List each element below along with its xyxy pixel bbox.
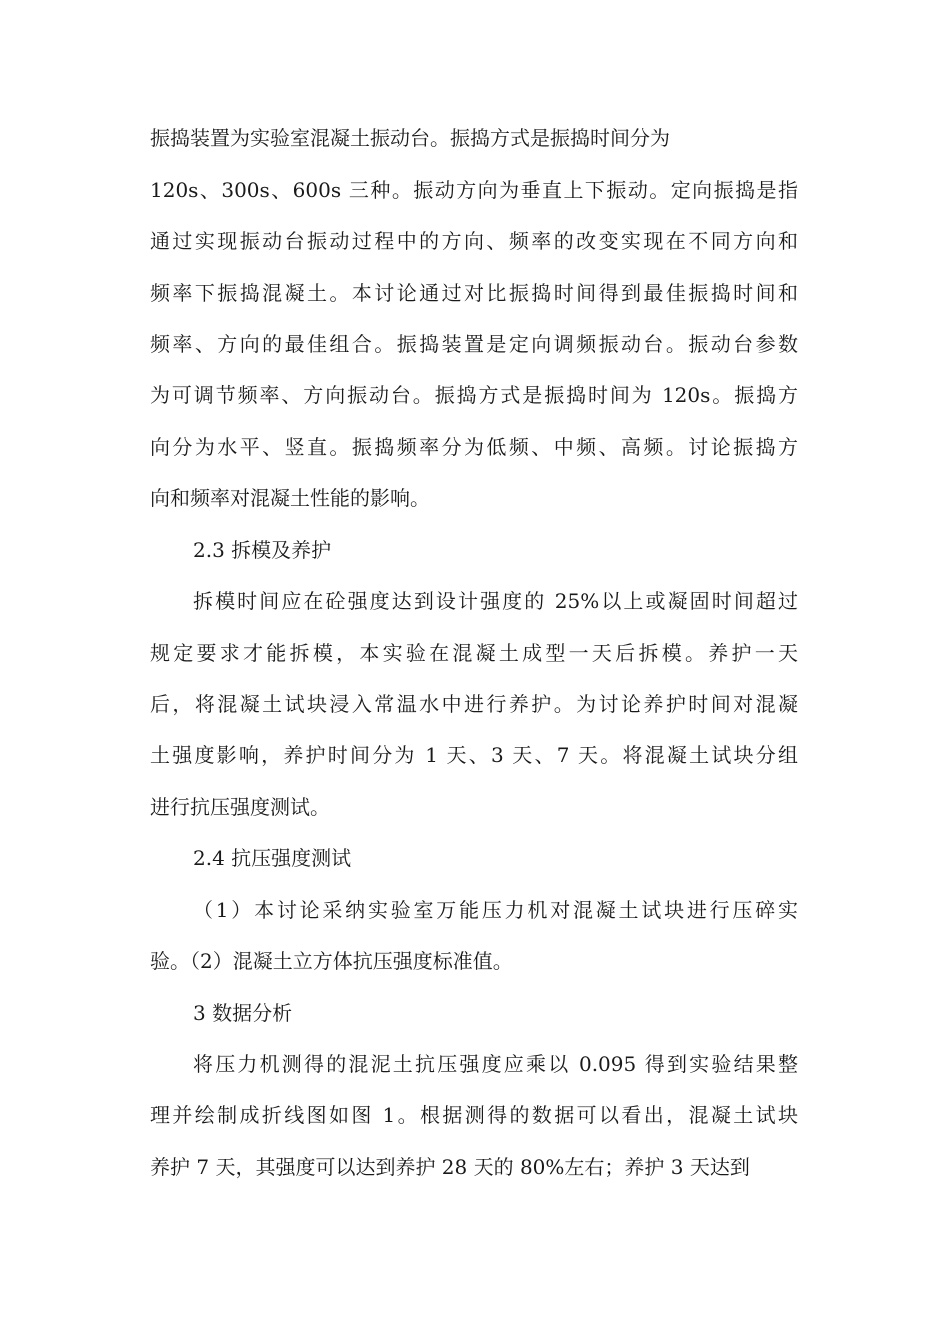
paragraph-line: 为可调节频率、方向振动台。振捣方式是振捣时间为 120s。振捣方 (150, 383, 798, 407)
paragraph-line: 后，将混凝土试块浸入常温水中进行养护。为讨论养护时间对混凝 (150, 692, 798, 716)
paragraph-line: 土强度影响，养护时间分为 1 天、3 天、7 天。将混凝土试块分组 (150, 743, 798, 767)
paragraph-line: 拆模时间应在砼强度达到设计强度的 25%以上或凝固时间超过 (193, 589, 798, 613)
paragraph-line: 理并绘制成折线图如图 1。根据测得的数据可以看出，混凝土试块 (150, 1103, 798, 1127)
paragraph-line: 通过实现振动台振动过程中的方向、频率的改变实现在不同方向和 (150, 229, 798, 253)
paragraph-line: 将压力机测得的混泥土抗压强度应乘以 0.095 得到实验结果整 (193, 1052, 798, 1076)
paragraph-line: （1）本讨论采纳实验室万能压力机对混凝土试块进行压碎实 (193, 898, 798, 922)
paragraph-line: 频率、方向的最佳组合。振捣装置是定向调频振动台。振动台参数 (150, 332, 798, 356)
paragraph-line: 进行抗压强度测试。 (150, 795, 330, 819)
paragraph-line: 120s、300s、600s 三种。振动方向为垂直上下振动。定向振捣是指 (150, 178, 798, 202)
paragraph-line: 验。（2）混凝土立方体抗压强度标准值。 (150, 949, 513, 973)
paragraph-line: 频率下振捣混凝土。本讨论通过对比振捣时间得到最佳振捣时间和 (150, 281, 798, 305)
section-heading: 2.4 抗压强度测试 (193, 846, 352, 870)
paragraph-line: 养护 7 天，其强度可以达到养护 28 天的 80%左右；养护 3 天达到 (150, 1155, 750, 1179)
section-heading: 2.3 拆模及养护 (193, 538, 332, 562)
paragraph-line: 向分为水平、竖直。振捣频率分为低频、中频、高频。讨论振捣方 (150, 435, 798, 459)
section-heading: 3 数据分析 (193, 1001, 293, 1025)
paragraph-line: 向和频率对混凝土性能的影响。 (150, 486, 430, 510)
paragraph-line: 规定要求才能拆模，本实验在混凝土成型一天后拆模。养护一天 (150, 641, 798, 665)
paragraph-line: 振捣装置为实验室混凝土振动台。振捣方式是振捣时间分为 (150, 126, 670, 150)
